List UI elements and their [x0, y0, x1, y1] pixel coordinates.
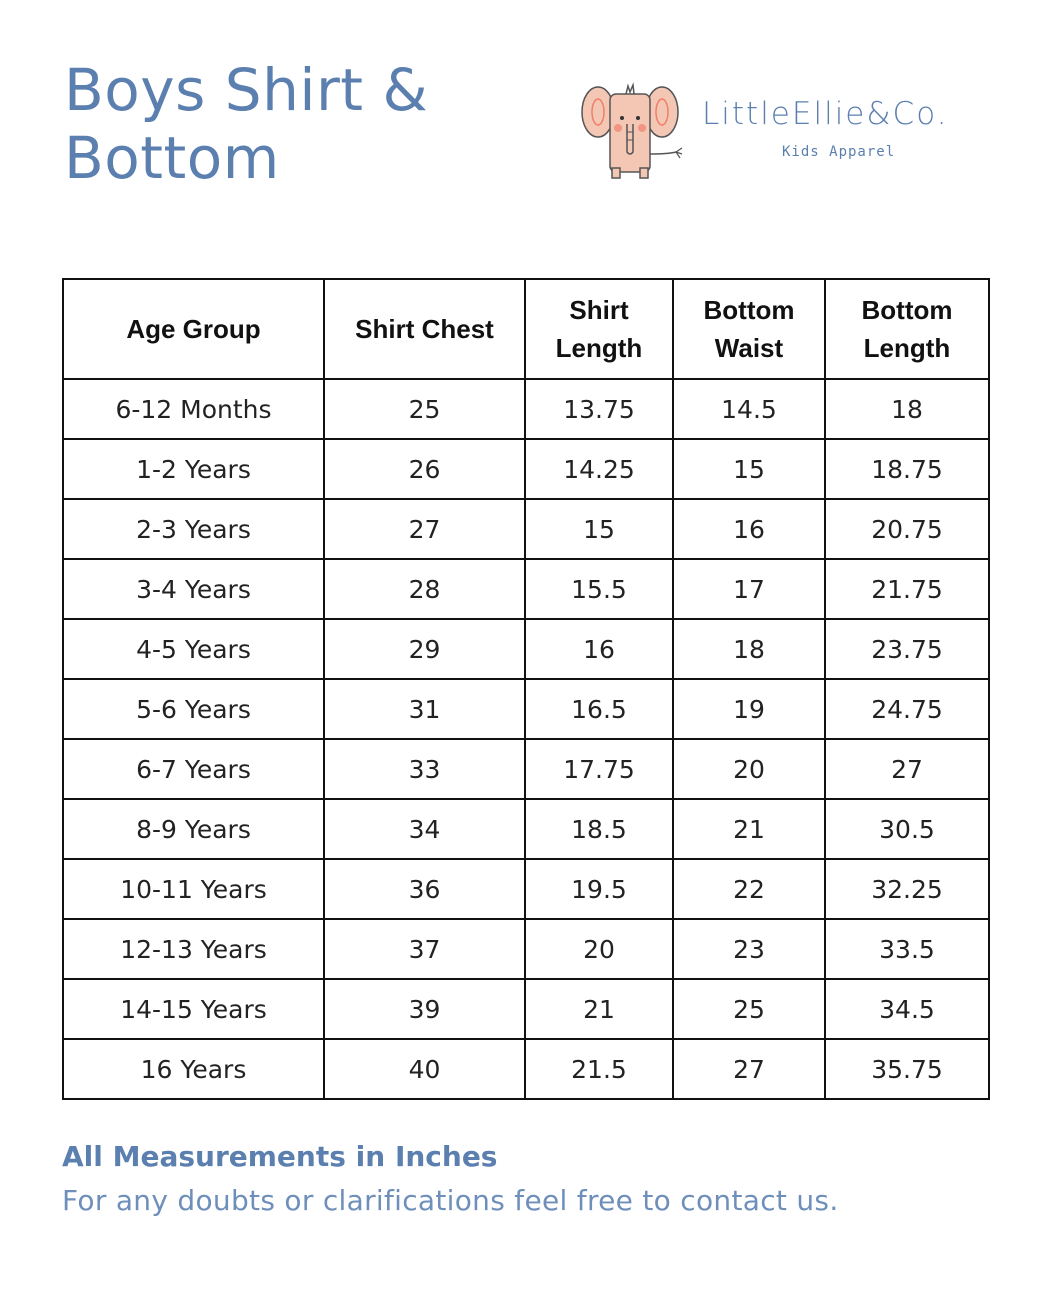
units-note: All Measurements in Inches: [62, 1140, 498, 1173]
cell-bottom-length: 27: [825, 739, 989, 799]
cell-shirt-length: 18.5: [525, 799, 673, 859]
cell-bottom-length: 35.75: [825, 1039, 989, 1099]
cell-shirt-chest: 31: [324, 679, 525, 739]
cell-shirt-chest: 27: [324, 499, 525, 559]
cell-bottom-length: 20.75: [825, 499, 989, 559]
cell-bottom-waist: 23: [673, 919, 825, 979]
cell-bottom-length: 18.75: [825, 439, 989, 499]
cell-shirt-length: 15.5: [525, 559, 673, 619]
cell-bottom-waist: 17: [673, 559, 825, 619]
cell-age-group: 5-6 Years: [63, 679, 324, 739]
table-row: [63, 859, 989, 919]
cell-shirt-length: 15: [525, 499, 673, 559]
cell-bottom-waist: 20: [673, 739, 825, 799]
contact-note: For any doubts or clarifications feel free to contact us.: [62, 1184, 839, 1217]
cell-bottom-waist: 25: [673, 979, 825, 1039]
header-bottom-length-line-2: Length: [863, 333, 951, 363]
table-row: [63, 559, 989, 619]
cell-bottom-waist: 21: [673, 799, 825, 859]
cell-age-group: 3-4 Years: [63, 559, 324, 619]
cell-bottom-waist: 14.5: [673, 379, 825, 439]
page-title: [64, 56, 428, 192]
cell-age-group: 6-7 Years: [63, 739, 324, 799]
table-row: [63, 739, 989, 799]
cell-bottom-length: 23.75: [825, 619, 989, 679]
cell-bottom-length: 24.75: [825, 679, 989, 739]
brand-logo: [578, 82, 998, 182]
cell-shirt-chest: 28: [324, 559, 525, 619]
brand-tagline: Kids Apparel: [782, 144, 896, 160]
cell-age-group: 6-12 Months: [63, 379, 324, 439]
header-shirt-length: [525, 279, 673, 379]
header-shirt-length-line-1: Shirt: [569, 295, 629, 325]
size-chart-table: [62, 278, 990, 1100]
cell-shirt-chest: 37: [324, 919, 525, 979]
header-bottom-length: [825, 279, 989, 379]
cell-bottom-length: 21.75: [825, 559, 989, 619]
cell-shirt-length: 17.75: [525, 739, 673, 799]
header-bottom-waist-line-1: Bottom: [703, 295, 795, 325]
cell-bottom-waist: 18: [673, 619, 825, 679]
table-row: [63, 679, 989, 739]
table-body: [63, 379, 989, 1099]
cell-age-group: 16 Years: [63, 1039, 324, 1099]
cell-bottom-length: 18: [825, 379, 989, 439]
cell-age-group: 10-11 Years: [63, 859, 324, 919]
header-shirt-length-line-2: Length: [555, 333, 643, 363]
table-row: [63, 439, 989, 499]
cell-bottom-length: 32.25: [825, 859, 989, 919]
cell-age-group: 2-3 Years: [63, 499, 324, 559]
table-row: [63, 499, 989, 559]
cell-age-group: 8-9 Years: [63, 799, 324, 859]
cell-shirt-chest: 40: [324, 1039, 525, 1099]
cell-shirt-length: 13.75: [525, 379, 673, 439]
cell-shirt-length: 16.5: [525, 679, 673, 739]
cell-shirt-length: 21.5: [525, 1039, 673, 1099]
cell-shirt-length: 16: [525, 619, 673, 679]
table-row: [63, 979, 989, 1039]
table-row: [63, 919, 989, 979]
header-age-group-line-1: Age Group: [126, 314, 261, 344]
elephant-icon: [578, 82, 698, 182]
cell-bottom-waist: 16: [673, 499, 825, 559]
cell-shirt-chest: 26: [324, 439, 525, 499]
cell-shirt-chest: 36: [324, 859, 525, 919]
header-age-group: [63, 279, 324, 379]
title-line-2: Bottom: [64, 124, 280, 192]
header-shirt-chest: [324, 279, 525, 379]
table-row: [63, 1039, 989, 1099]
cell-shirt-chest: 33: [324, 739, 525, 799]
cell-shirt-length: 19.5: [525, 859, 673, 919]
cell-shirt-chest: 34: [324, 799, 525, 859]
cell-bottom-length: 34.5: [825, 979, 989, 1039]
table-row: [63, 799, 989, 859]
header-bottom-length-line-1: Bottom: [861, 295, 953, 325]
cell-shirt-chest: 29: [324, 619, 525, 679]
table-row: [63, 379, 989, 439]
cell-shirt-length: 14.25: [525, 439, 673, 499]
cell-age-group: 1-2 Years: [63, 439, 324, 499]
cell-bottom-length: 33.5: [825, 919, 989, 979]
cell-bottom-waist: 19: [673, 679, 825, 739]
cell-shirt-chest: 39: [324, 979, 525, 1039]
table-row: [63, 619, 989, 679]
header-shirt-chest-line-1: Shirt Chest: [355, 314, 494, 344]
cell-bottom-waist: 15: [673, 439, 825, 499]
header-bottom-waist: [673, 279, 825, 379]
header-bottom-waist-line-2: Waist: [714, 333, 784, 363]
cell-age-group: 12-13 Years: [63, 919, 324, 979]
cell-age-group: 14-15 Years: [63, 979, 324, 1039]
table-header-row: [63, 279, 989, 379]
title-line-1: Boys Shirt &: [64, 56, 429, 124]
cell-bottom-waist: 22: [673, 859, 825, 919]
brand-name: LittleEllie&Co.: [702, 96, 949, 132]
cell-age-group: 4-5 Years: [63, 619, 324, 679]
cell-bottom-waist: 27: [673, 1039, 825, 1099]
cell-shirt-length: 21: [525, 979, 673, 1039]
cell-shirt-chest: 25: [324, 379, 525, 439]
cell-shirt-length: 20: [525, 919, 673, 979]
cell-bottom-length: 30.5: [825, 799, 989, 859]
